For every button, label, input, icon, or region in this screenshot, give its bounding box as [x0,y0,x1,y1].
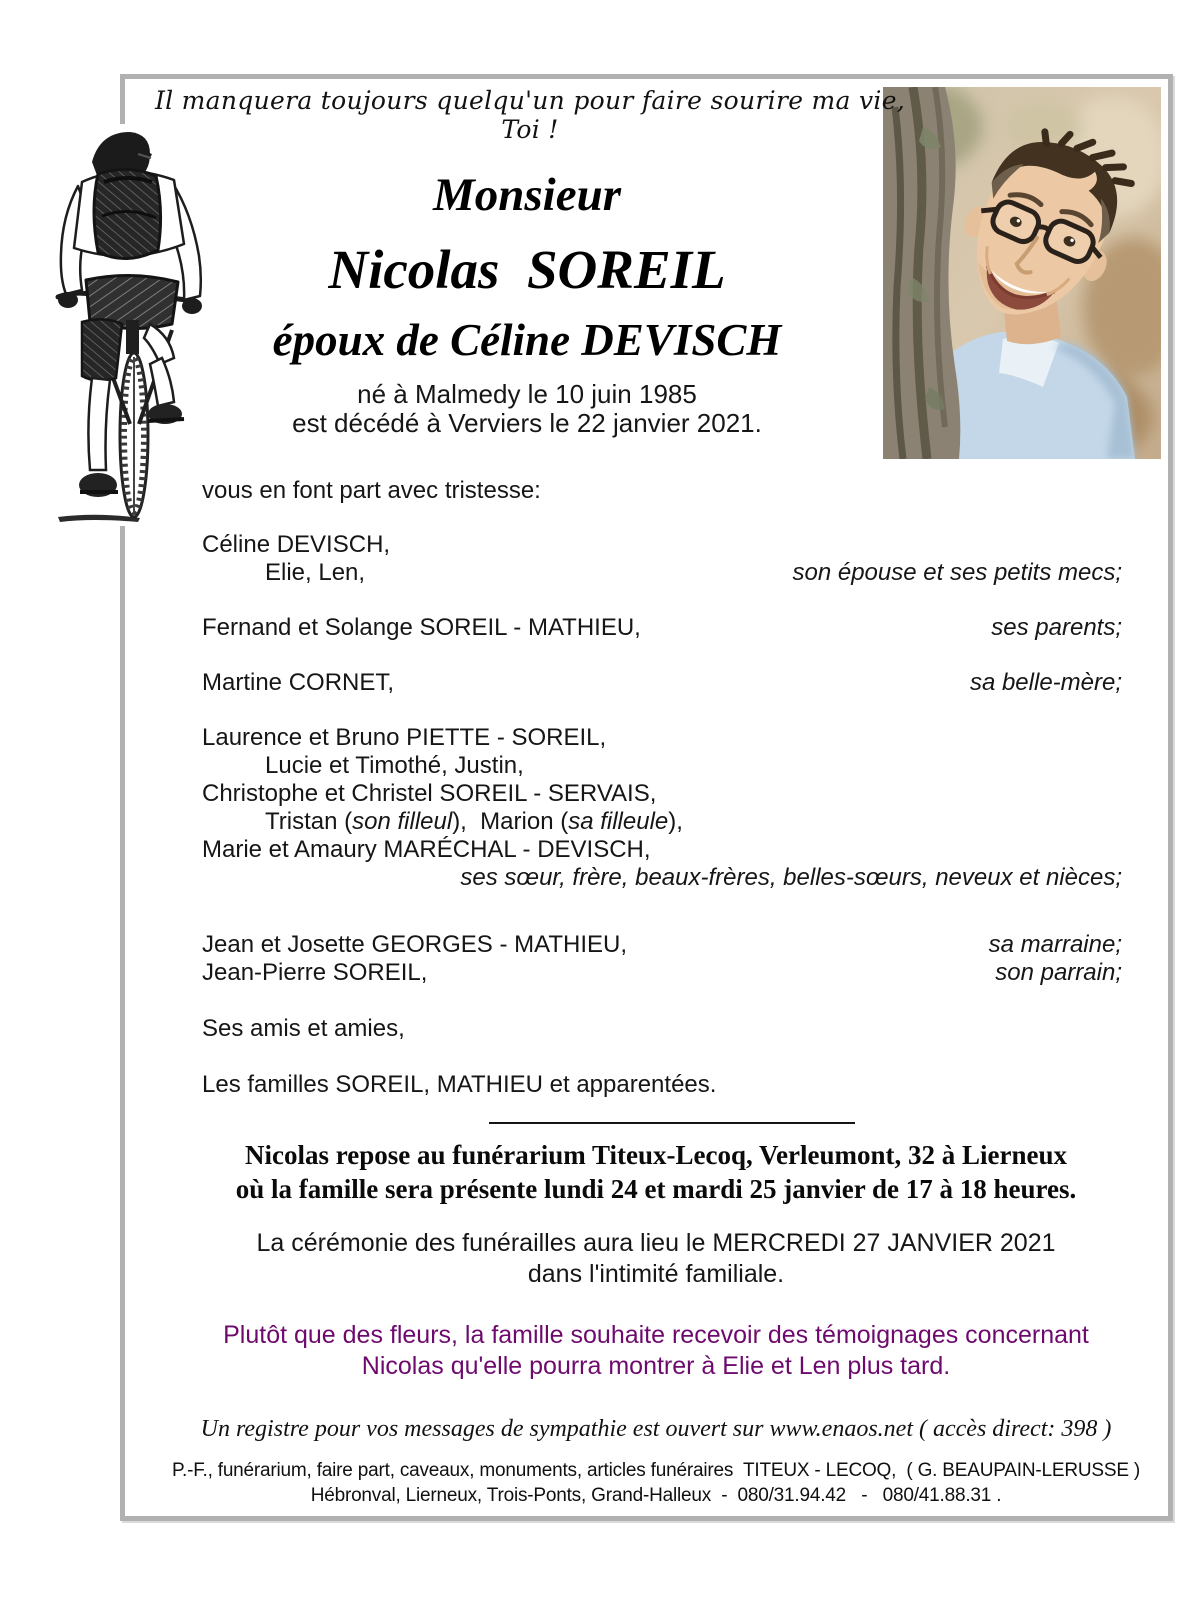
mourner-names: Laurence et Bruno PIETTE - SOREIL, [202,724,607,751]
mourner-row [202,931,1122,959]
repose-announcement [146,1138,1166,1206]
ceremony-line-1: La cérémonie des funérailles aura lieu le MERCREDI 27 JANVIER 2021 [256,1229,1056,1257]
mourner-names: Céline DEVISCH, [202,531,391,558]
mourner-row [202,724,1122,752]
mourner-names: Les familles SOREIL, MATHIEU et apparentées. [202,1071,717,1098]
mourner-row [202,531,1122,559]
relationship-label: sa marraine; [988,931,1122,958]
mourner-row [202,959,1122,987]
repose-line-1: Nicolas repose au funérarium Titeux-Lecoq, Verleumont, 32 à Lierneux [245,1140,1067,1170]
mourner-names: Martine CORNET, [202,669,395,696]
mourner-names: Elie, Len, [265,559,366,586]
intro-line: vous en font part avec tristesse: [202,477,541,504]
funeral-home-footer [146,1458,1166,1508]
mourner-row [202,1015,1122,1043]
flowers-line-2: Nicolas qu'elle pourra montrer à Elie et Len plus tard. [361,1352,951,1380]
mourner-names: Jean et Josette GEORGES - MATHIEU, [202,931,628,958]
mourner-names: Jean-Pierre SOREIL, [202,959,428,986]
condolence-register-line: Un registre pour vos messages de sympathie est ouvert sur www.enaos.net ( accès direct: 398 ) [200,1416,1112,1442]
title-monsieur: Monsieur [432,169,622,221]
memorial-quote: Il manquera toujours quelqu'un pour faire sourire ma vie, Toi ! [154,86,906,144]
mourner-row [202,836,1122,864]
relationship-label: son épouse et ses petits mecs; [792,559,1122,586]
spouse-line: époux de Céline DEVISCH [272,315,782,365]
mourner-row [202,1071,1122,1099]
mourner-row [202,780,1122,808]
mourner-names: Marie et Amaury MARÉCHAL - DEVISCH, [202,836,651,863]
footer-line-1: P.-F., funérarium, faire part, caveaux, monuments, articles funéraires TITEUX - LECOQ, ( G. BEAUPAIN-LERUSSE ) [171,1460,1141,1481]
ceremony-announcement [146,1228,1166,1290]
mourner-names: Ses amis et amies, [202,1015,405,1042]
mourner-row [202,864,1122,892]
mourners-list [202,531,1122,1099]
mourner-row [202,614,1122,642]
relationship-label: ses sœur, frère, beaux-frères, belles-sœurs, neveux et nièces; [460,864,1122,891]
death-line: est décédé à Verviers le 22 janvier 2021. [292,408,762,438]
footer-line-2: Hébronval, Lierneux, Trois-Ponts, Grand-Halleux - 080/31.94.42 - 080/41.88.31 . [310,1485,1002,1506]
mourner-names: Christophe et Christel SOREIL - SERVAIS, [202,780,657,807]
ceremony-line-2: dans l'intimité familiale. [527,1260,785,1288]
mourner-row [202,752,1122,780]
mourner-row [202,669,1122,697]
mourner-row [202,559,1122,587]
repose-line-2: où la famille sera présente lundi 24 et mardi 25 janvier de 17 à 18 heures. [235,1174,1077,1204]
birth-line: né à Malmedy le 10 juin 1985 [357,379,697,409]
mourner-names: Tristan (son filleul), Marion (sa filleule), [265,808,683,835]
relationship-label: sa belle-mère; [969,669,1122,696]
flowers-line-1: Plutôt que des fleurs, la famille souhaite recevoir des témoignages concernant [223,1321,1089,1349]
mourner-row [202,808,1122,836]
flowers-request [146,1320,1166,1382]
section-divider [489,1122,855,1124]
relationship-label: son parrain; [995,959,1122,986]
deceased-name: Nicolas SOREIL [328,239,726,300]
relationship-label: ses parents; [991,614,1122,641]
mourner-names: Lucie et Timothé, Justin, [265,752,524,779]
mourner-names: Fernand et Solange SOREIL - MATHIEU, [202,614,641,641]
